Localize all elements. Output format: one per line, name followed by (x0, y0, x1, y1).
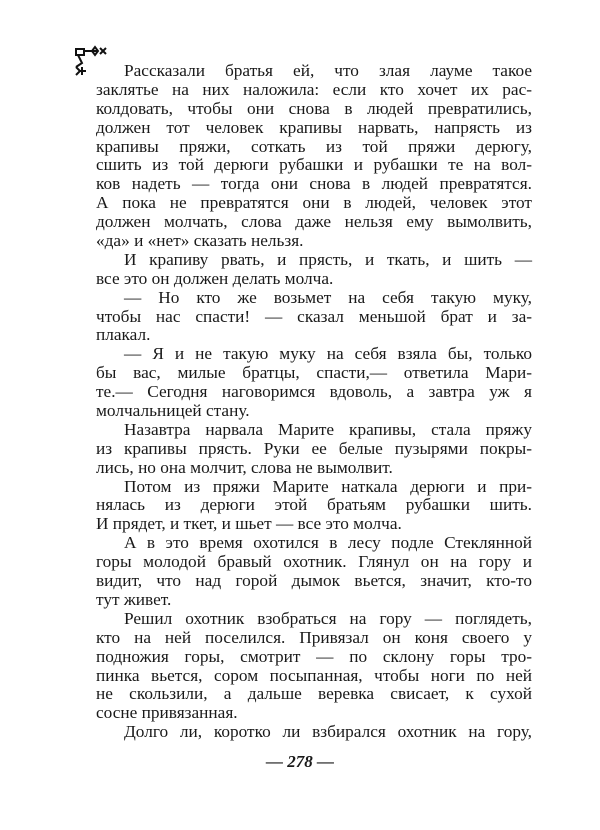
text-line: тут живет. (96, 589, 172, 609)
text-line: подножия горы, смотрит — по склону горы тро- (96, 646, 532, 666)
text-line: колдовать, чтобы они снова в людей превратились, (96, 98, 532, 118)
text-line: — Но кто же возьмет на себя такую муку, (124, 287, 532, 307)
text-line: все это он должен делать молча. (96, 268, 334, 288)
page-number: — 278 — (266, 752, 334, 771)
text-line: бы вас, милые братцы, спасти,— ответила Мари- (96, 363, 532, 383)
paragraph (96, 723, 532, 742)
text-line: нялась из дерюги этой братьям рубашки шить. (96, 495, 532, 515)
text-line: Рассказали братья ей, что злая лауме такое (124, 61, 532, 80)
text-line: горы молодой бравый охотник. Глянул он на гору и (96, 552, 532, 572)
text-line: чтобы нас спасти! — сказал меньшой брат и за- (96, 306, 532, 326)
text-line: Решил охотник взобраться на гору — поглядеть, (124, 608, 532, 628)
paragraph (96, 62, 532, 251)
text-line: молчальницей стану. (96, 401, 250, 421)
text-line: видит, что над горой дымок вьется, значит, кто-то (96, 571, 532, 591)
paragraph (96, 421, 532, 478)
paragraph (96, 345, 532, 421)
text-line: И прядет, и ткет, и шьет — все это молча. (96, 514, 402, 534)
text-line: Назавтра нарвала Марите крапивы, стала пряжу (124, 419, 532, 439)
text-line: должен тот человек крапивы нарвать, напрясть из (96, 117, 532, 137)
text-line: заклятье на них наложила: если кто хочет их рас- (96, 79, 532, 99)
text-line: пинка вьется, сором посыпанная, чтобы ноги по ней (96, 665, 532, 685)
paragraph (96, 534, 532, 610)
paragraph (96, 610, 532, 723)
text-line: должен молчать, слова даже нельзя ему вымолвить, (96, 212, 532, 232)
paragraph (96, 289, 532, 346)
text-line: кто на ней поселился. Привязал он коня своего у (96, 627, 532, 647)
text-line: те.— Сегодня наговоримся вдоволь, а завтра уж я (96, 382, 532, 402)
body-text (96, 62, 532, 742)
text-line: А в это время охотился в лесу подле Стеклянной (124, 533, 532, 553)
text-line: «да» и «нет» сказать нельзя. (96, 231, 304, 251)
text-line: А пока не превратятся они в людей, человек этот (96, 193, 532, 213)
paragraph (96, 478, 532, 535)
text-line: Потом из пряжи Марите наткала дерюги и при- (124, 476, 532, 496)
text-line: из крапивы прясть. Руки ее белые пузырями покры- (96, 438, 532, 458)
text-line: ков надеть — тогда они снова в людей превратятся. (96, 174, 532, 194)
text-line: плакал. (96, 325, 151, 345)
text-line: И крапиву рвать, и прясть, и ткать, и шить — (124, 249, 532, 269)
text-line: лись, но она молчит, слова не вымолвит. (96, 457, 393, 477)
text-line: Долго ли, коротко ли взбирался охотник на гору, (124, 722, 532, 742)
text-line: сшить из той дерюги рубашки и рубашки те на вол- (96, 155, 532, 175)
text-line: крапивы пряжи, соткать из той пряжи дерюгу, (96, 136, 532, 156)
text-line: — Я и не такую муку на себя взяла бы, только (124, 344, 532, 364)
text-line: сосне привязанная. (96, 703, 238, 723)
text-line: не скользили, а дальше веревка свисает, к сухой (96, 684, 532, 704)
paragraph (96, 251, 532, 289)
